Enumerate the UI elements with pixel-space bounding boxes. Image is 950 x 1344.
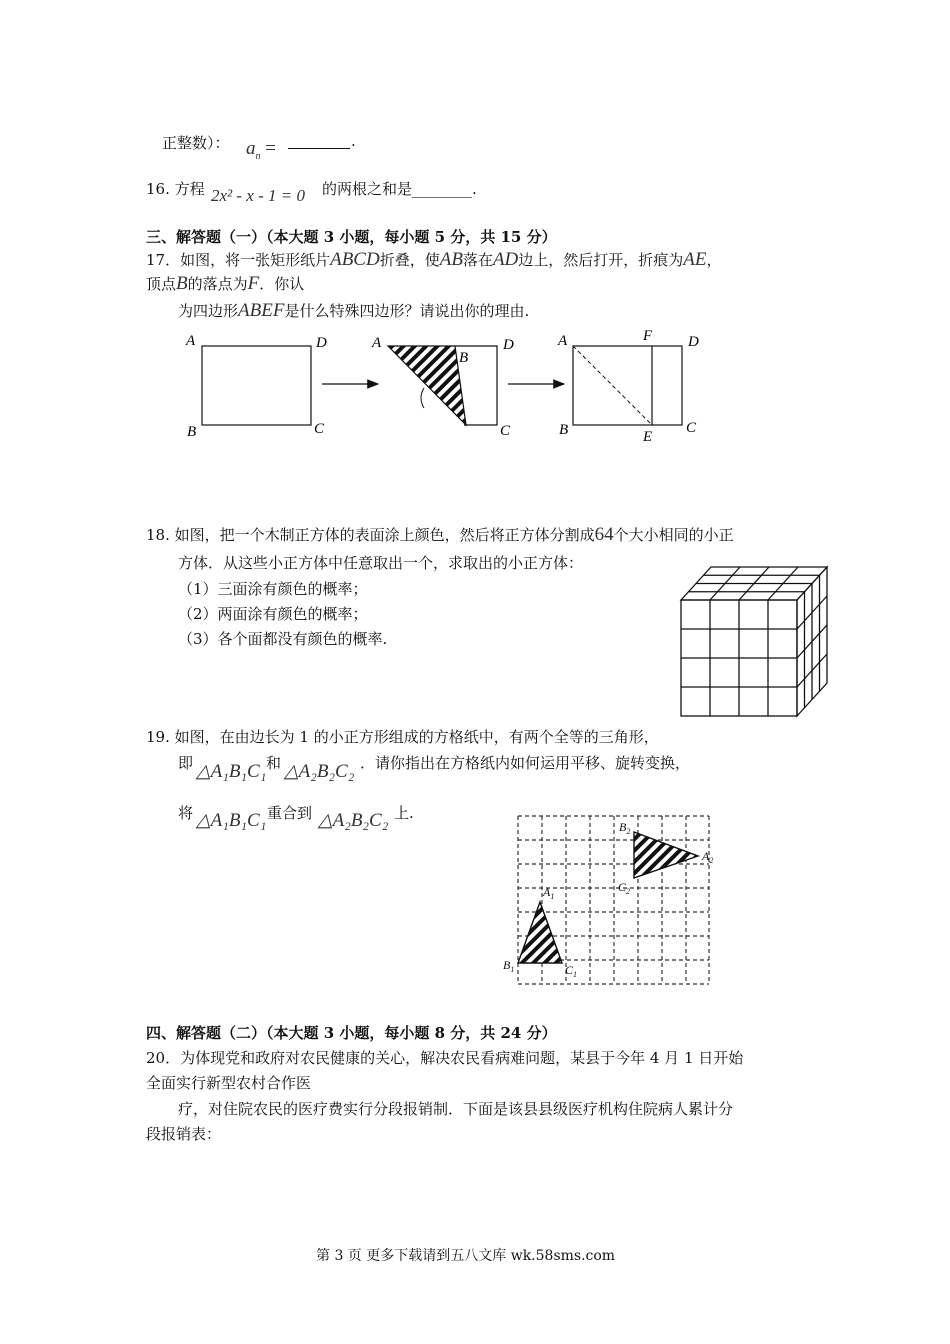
q16-prefix: 16. 方程 bbox=[146, 180, 205, 198]
label-b2: $B_2$ bbox=[619, 820, 631, 836]
q20-line3: 疗，对住院农民的医疗费实行分段报销制．下面是该县县级医疗机构住院病人累计分 bbox=[178, 1100, 734, 1118]
q17-text-1a: 17．如图，将一张矩形纸片 bbox=[146, 251, 331, 269]
q18-text-1a: 18. 如图，把一个木制正方体的表面涂上颜色，然后将正方体分割成 bbox=[146, 526, 595, 544]
q17-f: F bbox=[247, 273, 260, 294]
fig3-label-a: A bbox=[558, 333, 568, 349]
q16-equation: 2x² - x - 1 = 0 bbox=[211, 186, 305, 205]
q18-number: 64 bbox=[594, 524, 614, 545]
an-sub: n bbox=[255, 150, 261, 162]
q19-line3-a: 将 bbox=[178, 804, 194, 822]
fig3-label-e: E bbox=[643, 429, 653, 445]
an-equals: = bbox=[265, 138, 276, 159]
section4-heading: 四、解答题（二）（本大题 3 小题，每小题 8 分，共 24 分） bbox=[146, 1024, 557, 1042]
q19-line2-a: 即 bbox=[178, 754, 194, 772]
q19-line3-b: 重合到 bbox=[267, 804, 313, 822]
q18-line2: 方体．从这些小正方体中任意取出一个，求取出的小正方体： bbox=[178, 554, 584, 572]
q19-tri1-again: △A₁B₁C₁ bbox=[196, 810, 267, 831]
q17-text-2b: 的落点为 bbox=[187, 275, 248, 293]
label-a2: $A_2$ bbox=[702, 849, 714, 865]
q18-item1: （1）三面涂有颜色的概率； bbox=[178, 580, 368, 598]
q19-line3-c: 上. bbox=[394, 804, 414, 822]
page-footer: 第 3 页 更多下载请到五八文库 wk.58sms.com bbox=[316, 1248, 616, 1264]
q15-tail-text: 正整数）： bbox=[162, 134, 230, 152]
q17-abef: ABEF bbox=[238, 300, 285, 321]
fig3-label-b: B bbox=[559, 422, 569, 438]
q20-line1: 20．为体现党和政府对农民健康的关心，解决农民看病难问题，某县于今年 4 月 1 日开始 bbox=[146, 1049, 744, 1067]
q17-text-1b: 折叠，使 bbox=[379, 251, 440, 269]
q17-b: B bbox=[176, 273, 188, 294]
q17-text-1e: ， bbox=[706, 251, 722, 269]
q18-item3: （3）各个面都没有颜色的概率. bbox=[178, 630, 388, 648]
q19-line2-b: 和 bbox=[266, 754, 282, 772]
label-b1: $B_1$ bbox=[503, 958, 515, 974]
fig1-label-d: D bbox=[316, 335, 327, 351]
fig3-label-c: C bbox=[686, 420, 697, 436]
fig1-label-b: B bbox=[187, 424, 197, 440]
q18-item2: （2）两面涂有颜色的概率； bbox=[178, 605, 368, 623]
q17-ae: AE bbox=[683, 249, 707, 270]
q20-line2: 全面实行新型农村合作医 bbox=[146, 1074, 312, 1092]
q19-tri1: △A₁B₁C₁ bbox=[196, 761, 267, 782]
q19-tri2: △A₂B₂C₂ bbox=[284, 761, 355, 782]
fig2-label-c: C bbox=[500, 423, 511, 439]
fig2-label-a: A bbox=[372, 335, 382, 351]
q17-abcd: ABCD bbox=[330, 249, 380, 270]
triangle-a2b2c2 bbox=[634, 832, 698, 878]
fig3-label-f: F bbox=[643, 328, 653, 344]
an-base: a bbox=[246, 138, 256, 159]
q15-period: . bbox=[351, 132, 356, 150]
q19-tri2-again: △A₂B₂C₂ bbox=[318, 810, 389, 831]
q17-text-2c: ．你认 bbox=[259, 275, 305, 293]
q17-text-3a: 为四边形 bbox=[178, 302, 239, 320]
q16-suffix: 的两根之和是________. bbox=[322, 180, 477, 198]
label-c2: $C_2$ bbox=[618, 880, 631, 896]
fig1-label-a: A bbox=[186, 333, 196, 349]
fig2-label-b: B bbox=[459, 350, 469, 366]
triangle-a1b1c1 bbox=[518, 902, 562, 963]
q19-line1: 19. 如图，在由边长为 1 的小正方形组成的方格纸中，有两个全等的三角形， bbox=[146, 728, 659, 746]
q19-line2-c: ．请你指出在方格纸内如何运用平移、旋转变换， bbox=[360, 754, 691, 772]
section3-heading: 三、解答题（一）（本大题 3 小题，每小题 5 分，共 15 分） bbox=[146, 228, 557, 246]
label-c1: $C_1$ bbox=[565, 963, 578, 979]
q20-line4: 段报销表： bbox=[146, 1125, 222, 1143]
q17-text-1d: 边上，然后打开，折痕为 bbox=[518, 251, 684, 269]
q17-ad: AD bbox=[492, 249, 519, 270]
q17-text-3b: 是什么特殊四边形？请说出你的理由. bbox=[284, 302, 530, 320]
label-a1: $A_1$ bbox=[543, 885, 555, 901]
fig1-label-c: C bbox=[314, 421, 325, 437]
q17-ab: AB bbox=[439, 249, 463, 270]
fig3-label-d: D bbox=[688, 334, 699, 350]
q17-text-1c: 落在 bbox=[462, 251, 493, 269]
fig2-label-d: D bbox=[503, 337, 514, 353]
q18-text-1b: 个大小相同的小正 bbox=[613, 526, 734, 544]
q17-text-2a: 顶点 bbox=[146, 275, 177, 293]
